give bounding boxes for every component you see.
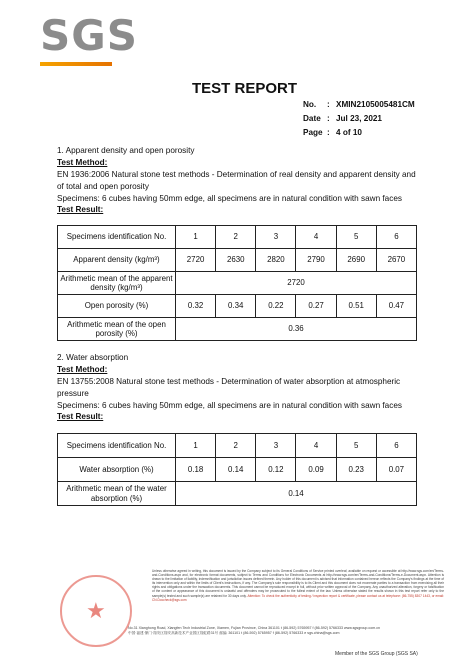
- specimen-id: 1: [176, 226, 216, 249]
- specimen-id: 3: [256, 434, 296, 458]
- section1-heading: 1. Apparent density and open porosity: [57, 146, 195, 155]
- table-row: [58, 482, 417, 506]
- table-cell: 0.36: [176, 318, 417, 341]
- specimen-id: 3: [256, 226, 296, 249]
- row-label: Water absorption (%): [58, 458, 176, 482]
- meta-page: Page : 4 of 10: [303, 126, 415, 140]
- section2-heading: 2. Water absorption: [57, 353, 129, 362]
- specimen-id: 4: [296, 434, 336, 458]
- section1-method-text: EN 1936:2006 Natural stone test methods - Determination of real density and apparent density and of total and open porosity: [57, 169, 416, 191]
- section1-text: [57, 145, 417, 216]
- table-cell: 2630: [216, 249, 256, 272]
- meta-no: No. : XMIN2105005481CM: [303, 98, 415, 112]
- table-cell: 0.34: [216, 295, 256, 318]
- sgs-logo: SGS: [40, 11, 138, 60]
- meta-label: Date: [303, 114, 321, 123]
- density-table: [57, 225, 417, 341]
- specimen-id: 6: [376, 434, 416, 458]
- specimen-id: 4: [296, 226, 336, 249]
- address-cn: 中国·福建·厦门·翔安区翔安高新技术产业园区翔虹路31号 邮编: 361101 t (86-592) 5765957 f (86-592) 5766333 e sgs.china@sgs.com: [128, 631, 340, 635]
- section2-method-text: EN 13755:2008 Natural stone test methods - Determination of water absorption at atmospheric pressure: [57, 376, 401, 398]
- logo-underline: [40, 62, 112, 66]
- row-label: Arithmetic mean of the open porosity (%): [58, 318, 176, 341]
- specimen-id: 1: [176, 434, 216, 458]
- row-label: Apparent density (kg/m³): [58, 249, 176, 272]
- table-cell: 0.27: [296, 295, 336, 318]
- section1-result-label: Test Result:: [57, 205, 104, 215]
- table-cell: 2670: [376, 249, 416, 272]
- section2-text: [57, 352, 417, 423]
- report-title: TEST REPORT: [192, 80, 298, 97]
- table-row: [58, 434, 417, 458]
- absorption-table: [57, 433, 417, 506]
- table-cell: 0.07: [376, 458, 416, 482]
- specimen-id: 5: [336, 226, 376, 249]
- member-text: Member of the SGS Group (SGS SA): [335, 651, 418, 657]
- table-cell: 0.14: [176, 482, 417, 506]
- table-row: [58, 226, 417, 249]
- table-row: [58, 249, 417, 272]
- table-row: [58, 272, 417, 295]
- address-en: No.31 Xianghong Road, Xiangfen Tech Industrial Zone, Xiamen, Fujian Province, China 361101 t (86-592) 5765957 f (86-592) 5766333 www.sgsgroup.com.cn: [128, 626, 380, 630]
- table-cell: 0.51: [336, 295, 376, 318]
- table-cell: 0.14: [216, 458, 256, 482]
- stamp-star-icon: ★: [86, 598, 106, 623]
- table-cell: 0.18: [176, 458, 216, 482]
- meta-date: Date : Jul 23, 2021: [303, 112, 415, 126]
- specimen-id: 5: [336, 434, 376, 458]
- meta-value: Jul 23, 2021: [336, 114, 382, 123]
- section2-result-label: Test Result:: [57, 412, 104, 422]
- meta-label: No.: [303, 100, 317, 109]
- table-cell: 0.23: [336, 458, 376, 482]
- disclaimer-text: Unless otherwise agreed in writing, this document is issued by the Company subject to its General Conditions of Service printed overleaf, available on request or accessible at http://www.sgs.com/en/Terms-and-Conditions.aspx and, for electronic format documents, subject to Terms and Conditions for Electronic Documents at http://www.sgs.com/en/Terms-and-Conditions/Terms-e-Document.aspx. Attention is drawn to the limitation of liability, indemnification and jurisdiction issues defined therein. Any holder of this document is advised that information contained hereon reflects the Company's findings at the time of its intervention only and within the limits of Client's instructions, if any. The Company's sole responsibility is to its Client and this document does not exonerate parties to a transaction from exercising all their rights and obligations under the transaction documents. This document cannot be reproduced except in full, without prior written approval of the Company. Any unauthorized alteration, forgery or falsification of the content or appearance of this document is unlawful and offenders may be prosecuted to the fullest extent of the law. Unless otherwise stated the results shown in this test report refer only to the sample(s) tested and such sample(s) are retained for 30 days only.: [152, 569, 444, 598]
- table-cell: 0.22: [256, 295, 296, 318]
- specimen-id: 6: [376, 226, 416, 249]
- table-cell: 2720: [176, 249, 216, 272]
- row-label: Open porosity (%): [58, 295, 176, 318]
- table-row: [58, 318, 417, 341]
- footer-contact: [128, 626, 448, 636]
- table-cell: 2690: [336, 249, 376, 272]
- section2-specimens: Specimens: 6 cubes having 50mm edge, all specimens are in natural condition with sawn faces: [57, 400, 402, 410]
- section1-specimens: Specimens: 6 cubes having 50mm edge, all specimens are in natural condition with sawn faces: [57, 193, 402, 203]
- specimen-id: 2: [216, 226, 256, 249]
- table-cell: 2820: [256, 249, 296, 272]
- specimen-id: 2: [216, 434, 256, 458]
- section1-method-label: Test Method:: [57, 157, 108, 167]
- meta-value: XMIN2105005481CM: [336, 100, 415, 109]
- meta-label: Page: [303, 128, 323, 137]
- report-meta: [303, 98, 415, 140]
- section2-method-label: Test Method:: [57, 364, 108, 374]
- table-row: [58, 458, 417, 482]
- table-cell: 0.12: [256, 458, 296, 482]
- table-header-label: Specimens identification No.: [58, 434, 176, 458]
- table-cell: 2720: [176, 272, 417, 295]
- table-header-label: Specimens identification No.: [58, 226, 176, 249]
- table-cell: 0.32: [176, 295, 216, 318]
- table-cell: 2790: [296, 249, 336, 272]
- footer-disclaimer: [152, 569, 444, 602]
- table-row: [58, 295, 417, 318]
- table-cell: 0.09: [296, 458, 336, 482]
- row-label: Arithmetic mean of the apparent density (kg/m³): [58, 272, 176, 295]
- table-cell: 0.47: [376, 295, 416, 318]
- row-label: Arithmetic mean of the water absorption (%): [58, 482, 176, 506]
- meta-value: 4 of 10: [336, 128, 362, 137]
- attention-text: Attention: To check the authenticity of testing / inspection report & certificate, please contact us at telephone: (86-755) 8307 1443, or email: CN.Doccheck@sgs.com: [152, 593, 444, 602]
